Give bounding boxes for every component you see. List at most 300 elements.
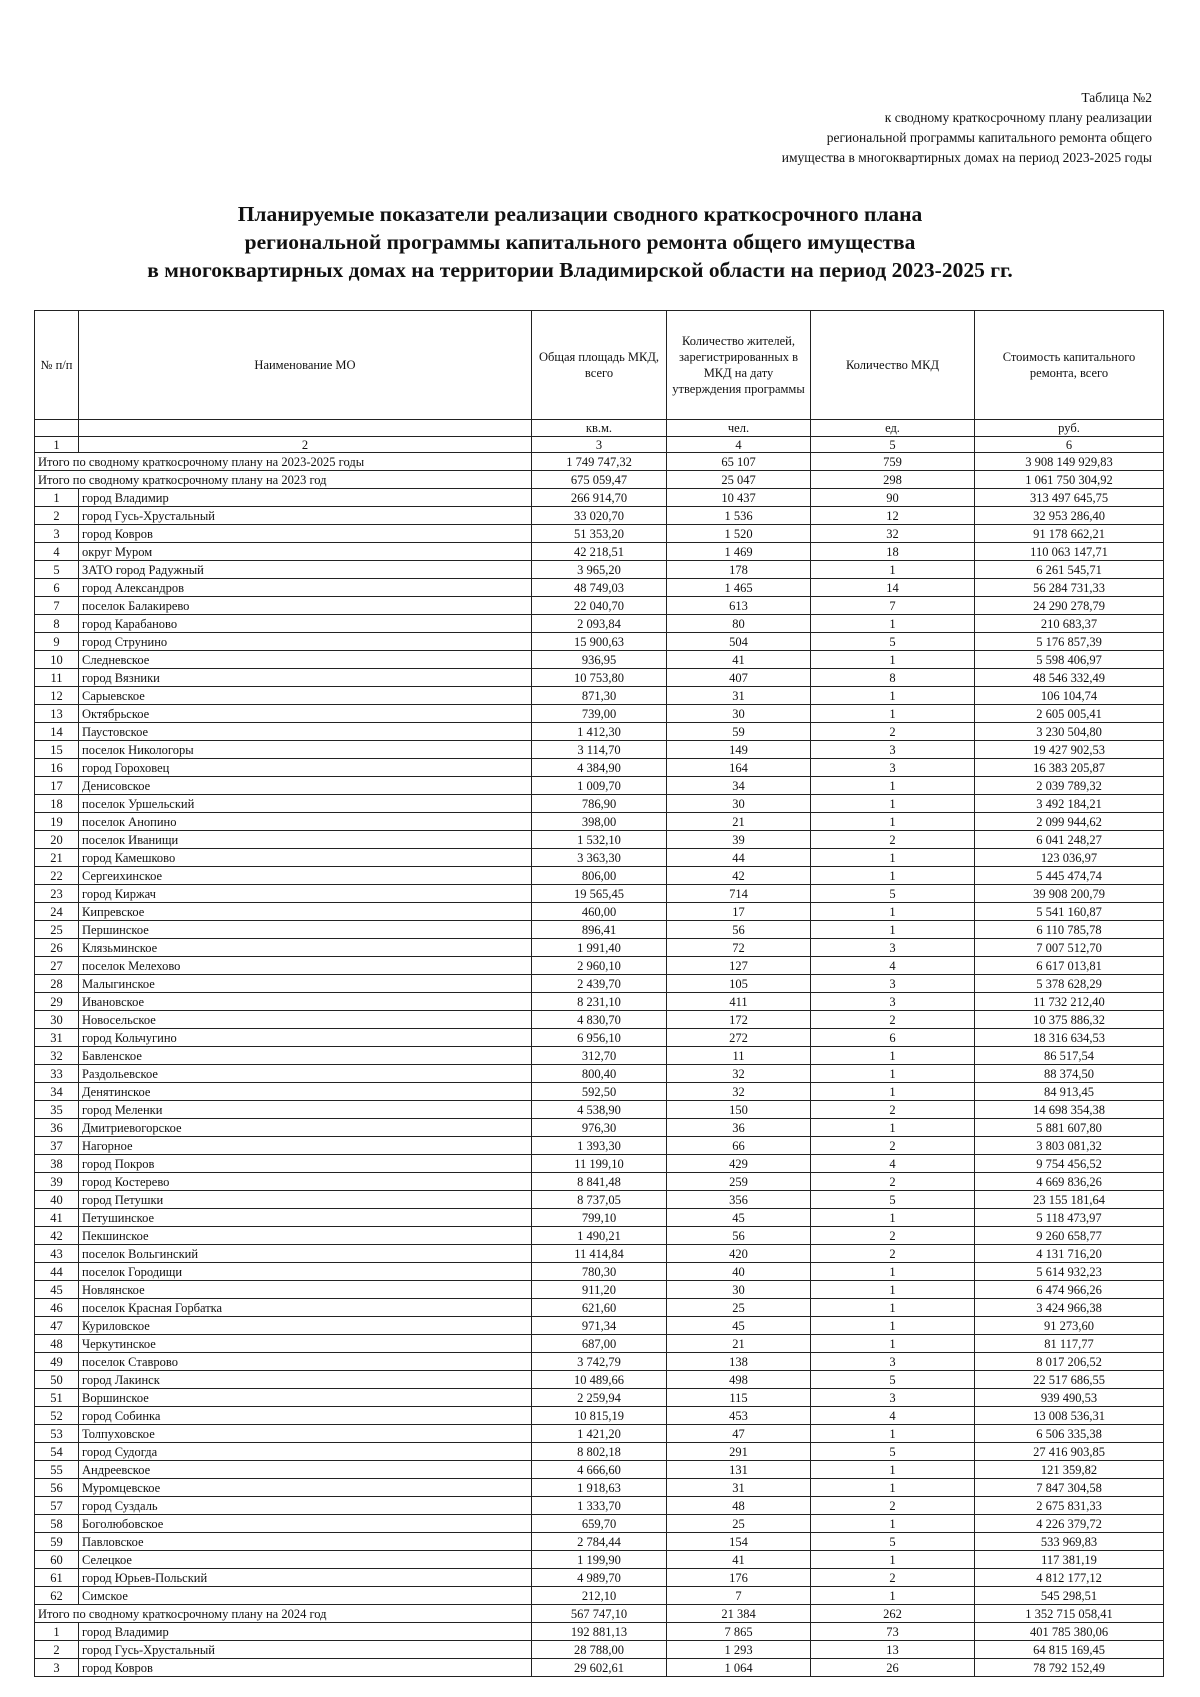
- table-row: [35, 1263, 1164, 1281]
- column-number: 1: [35, 437, 79, 453]
- table-row: [35, 687, 1164, 705]
- municipality-name: город Струнино: [79, 633, 532, 651]
- row-number: 14: [35, 723, 79, 741]
- residents-cell: 45: [667, 1209, 811, 1227]
- municipality-name: Октябрьское: [79, 705, 532, 723]
- residents-cell: 36: [667, 1119, 811, 1137]
- building-count-cell: 5: [811, 885, 975, 903]
- cost-cell: 3 908 149 929,83: [975, 453, 1164, 471]
- table-row: [35, 1659, 1164, 1677]
- residents-cell: 7: [667, 1587, 811, 1605]
- residents-cell: 72: [667, 939, 811, 957]
- building-count-cell: 1: [811, 795, 975, 813]
- municipality-name: поселок Анопино: [79, 813, 532, 831]
- table-row: [35, 1245, 1164, 1263]
- residents-cell: 1 520: [667, 525, 811, 543]
- residents-cell: 21 384: [667, 1605, 811, 1623]
- cost-cell: 2 605 005,41: [975, 705, 1164, 723]
- area-cell: 1 393,30: [532, 1137, 667, 1155]
- municipality-name: Толпуховское: [79, 1425, 532, 1443]
- cost-cell: 533 969,83: [975, 1533, 1164, 1551]
- building-count-cell: 2: [811, 1569, 975, 1587]
- row-number: 1: [35, 489, 79, 507]
- residents-cell: 25: [667, 1515, 811, 1533]
- residents-cell: 150: [667, 1101, 811, 1119]
- row-number: 57: [35, 1497, 79, 1515]
- total-label: Итого по сводному краткосрочному плану на 2023 год: [35, 471, 532, 489]
- municipality-name: город Александров: [79, 579, 532, 597]
- row-number: 31: [35, 1029, 79, 1047]
- residents-cell: 356: [667, 1191, 811, 1209]
- municipality-name: поселок Балакирево: [79, 597, 532, 615]
- municipality-name: город Суздаль: [79, 1497, 532, 1515]
- cost-cell: 5 378 628,29: [975, 975, 1164, 993]
- table-row: [35, 957, 1164, 975]
- area-cell: 266 914,70: [532, 489, 667, 507]
- area-cell: 28 788,00: [532, 1641, 667, 1659]
- residents-cell: 42: [667, 867, 811, 885]
- residents-cell: 21: [667, 813, 811, 831]
- residents-cell: 138: [667, 1353, 811, 1371]
- building-count-cell: 1: [811, 1479, 975, 1497]
- residents-cell: 25 047: [667, 471, 811, 489]
- area-cell: 4 666,60: [532, 1461, 667, 1479]
- municipality-name: поселок Мелехово: [79, 957, 532, 975]
- building-count-cell: 2: [811, 1011, 975, 1029]
- title-line: в многоквартирных домах на территории Владимирской области на период 2023-2025 гг.: [147, 258, 1013, 282]
- municipality-name: Нагорное: [79, 1137, 532, 1155]
- cost-cell: 6 110 785,78: [975, 921, 1164, 939]
- building-count-cell: 3: [811, 1389, 975, 1407]
- residents-cell: 498: [667, 1371, 811, 1389]
- municipality-name: город Киржач: [79, 885, 532, 903]
- residents-cell: 25: [667, 1299, 811, 1317]
- area-cell: 6 956,10: [532, 1029, 667, 1047]
- building-count-cell: 2: [811, 1137, 975, 1155]
- row-number: 37: [35, 1137, 79, 1155]
- area-cell: 936,95: [532, 651, 667, 669]
- page-title: [100, 200, 1060, 284]
- row-number: 39: [35, 1173, 79, 1191]
- municipality-name: поселок Городищи: [79, 1263, 532, 1281]
- table-row: [35, 1551, 1164, 1569]
- area-cell: 1 412,30: [532, 723, 667, 741]
- residents-cell: 504: [667, 633, 811, 651]
- building-count-cell: 1: [811, 615, 975, 633]
- cost-cell: 78 792 152,49: [975, 1659, 1164, 1677]
- building-count-cell: 3: [811, 759, 975, 777]
- residents-cell: 429: [667, 1155, 811, 1173]
- cost-cell: 14 698 354,38: [975, 1101, 1164, 1119]
- table-row: [35, 1209, 1164, 1227]
- row-number: 40: [35, 1191, 79, 1209]
- row-number: 32: [35, 1047, 79, 1065]
- table-row: [35, 849, 1164, 867]
- building-count-cell: 5: [811, 1371, 975, 1389]
- table-row: [35, 1533, 1164, 1551]
- municipality-name: Муромцевское: [79, 1479, 532, 1497]
- building-count-cell: 5: [811, 633, 975, 651]
- table-row: [35, 1173, 1164, 1191]
- row-number: 10: [35, 651, 79, 669]
- residents-cell: 32: [667, 1065, 811, 1083]
- building-count-cell: 1: [811, 1515, 975, 1533]
- area-cell: 4 830,70: [532, 1011, 667, 1029]
- unit-cell: [35, 420, 79, 437]
- residents-cell: 10 437: [667, 489, 811, 507]
- municipality-name: Новлянское: [79, 1281, 532, 1299]
- area-cell: 896,41: [532, 921, 667, 939]
- cost-cell: 6 474 966,26: [975, 1281, 1164, 1299]
- municipality-name: город Юрьев-Польский: [79, 1569, 532, 1587]
- table-row: [35, 1443, 1164, 1461]
- cost-cell: 3 230 504,80: [975, 723, 1164, 741]
- municipality-name: поселок Никологоры: [79, 741, 532, 759]
- area-cell: 3 114,70: [532, 741, 667, 759]
- table-caption: [592, 88, 1152, 168]
- residents-cell: 176: [667, 1569, 811, 1587]
- residents-cell: 1 293: [667, 1641, 811, 1659]
- municipality-name: Сергеихинское: [79, 867, 532, 885]
- table-row: [35, 507, 1164, 525]
- building-count-cell: 1: [811, 1281, 975, 1299]
- residents-cell: 1 064: [667, 1659, 811, 1677]
- residents-cell: 259: [667, 1173, 811, 1191]
- table-row: [35, 1623, 1164, 1641]
- cost-cell: 16 383 205,87: [975, 759, 1164, 777]
- column-number: 3: [532, 437, 667, 453]
- cost-cell: 6 506 335,38: [975, 1425, 1164, 1443]
- building-count-cell: 12: [811, 507, 975, 525]
- row-number: 13: [35, 705, 79, 723]
- municipality-name: Черкутинское: [79, 1335, 532, 1353]
- table-row: [35, 723, 1164, 741]
- residents-cell: 7 865: [667, 1623, 811, 1641]
- row-number: 12: [35, 687, 79, 705]
- area-cell: 621,60: [532, 1299, 667, 1317]
- residents-cell: 56: [667, 921, 811, 939]
- cost-cell: 13 008 536,31: [975, 1407, 1164, 1425]
- column-number: 5: [811, 437, 975, 453]
- municipality-name: город Судогда: [79, 1443, 532, 1461]
- residents-cell: 172: [667, 1011, 811, 1029]
- cost-cell: 1 061 750 304,92: [975, 471, 1164, 489]
- area-cell: 29 602,61: [532, 1659, 667, 1677]
- cost-cell: 9 754 456,52: [975, 1155, 1164, 1173]
- municipality-name: город Ковров: [79, 525, 532, 543]
- cost-cell: 4 131 716,20: [975, 1245, 1164, 1263]
- column-header: Наименование МО: [79, 311, 532, 420]
- table-row: [35, 597, 1164, 615]
- residents-cell: 115: [667, 1389, 811, 1407]
- residents-cell: 420: [667, 1245, 811, 1263]
- row-number: 43: [35, 1245, 79, 1263]
- row-number: 19: [35, 813, 79, 831]
- residents-cell: 1 469: [667, 543, 811, 561]
- table-row: [35, 1011, 1164, 1029]
- residents-cell: 32: [667, 1083, 811, 1101]
- area-cell: 4 989,70: [532, 1569, 667, 1587]
- municipality-name: Малыгинское: [79, 975, 532, 993]
- row-number: 56: [35, 1479, 79, 1497]
- area-cell: 8 802,18: [532, 1443, 667, 1461]
- building-count-cell: 8: [811, 669, 975, 687]
- area-cell: 10 489,66: [532, 1371, 667, 1389]
- area-cell: 786,90: [532, 795, 667, 813]
- residents-cell: 80: [667, 615, 811, 633]
- unit-cell: руб.: [975, 420, 1164, 437]
- area-cell: 1 749 747,32: [532, 453, 667, 471]
- building-count-cell: 6: [811, 1029, 975, 1047]
- cost-cell: 48 546 332,49: [975, 669, 1164, 687]
- building-count-cell: 1: [811, 651, 975, 669]
- cost-cell: 56 284 731,33: [975, 579, 1164, 597]
- building-count-cell: 2: [811, 831, 975, 849]
- table-row: [35, 1335, 1164, 1353]
- area-cell: 4 538,90: [532, 1101, 667, 1119]
- cost-cell: 88 374,50: [975, 1065, 1164, 1083]
- row-number: 17: [35, 777, 79, 795]
- residents-cell: 154: [667, 1533, 811, 1551]
- municipality-name: ЗАТО город Радужный: [79, 561, 532, 579]
- municipality-name: поселок Иванищи: [79, 831, 532, 849]
- row-number: 30: [35, 1011, 79, 1029]
- municipality-name: город Камешково: [79, 849, 532, 867]
- municipality-name: город Покров: [79, 1155, 532, 1173]
- table-row: [35, 777, 1164, 795]
- municipality-name: Денисовское: [79, 777, 532, 795]
- cost-cell: 123 036,97: [975, 849, 1164, 867]
- row-number: 3: [35, 1659, 79, 1677]
- row-number: 54: [35, 1443, 79, 1461]
- cost-cell: 939 490,53: [975, 1389, 1164, 1407]
- row-number: 25: [35, 921, 79, 939]
- municipality-name: город Костерево: [79, 1173, 532, 1191]
- column-number: 4: [667, 437, 811, 453]
- area-cell: 11 414,84: [532, 1245, 667, 1263]
- building-count-cell: 298: [811, 471, 975, 489]
- table-row: [35, 975, 1164, 993]
- municipality-name: Першинское: [79, 921, 532, 939]
- cost-cell: 106 104,74: [975, 687, 1164, 705]
- area-cell: 806,00: [532, 867, 667, 885]
- title-line: региональной программы капитального ремонта общего имущества: [244, 230, 916, 254]
- municipality-name: поселок Красная Горбатка: [79, 1299, 532, 1317]
- row-number: 2: [35, 507, 79, 525]
- table-row: [35, 1497, 1164, 1515]
- table-row: [35, 741, 1164, 759]
- row-number: 22: [35, 867, 79, 885]
- cost-cell: 11 732 212,40: [975, 993, 1164, 1011]
- cost-cell: 81 117,77: [975, 1335, 1164, 1353]
- column-header: Количество МКД: [811, 311, 975, 420]
- building-count-cell: 1: [811, 1047, 975, 1065]
- table-row: [35, 1461, 1164, 1479]
- row-number: 28: [35, 975, 79, 993]
- residents-cell: 105: [667, 975, 811, 993]
- units-row: [35, 420, 1164, 437]
- residents-cell: 30: [667, 795, 811, 813]
- row-number: 3: [35, 525, 79, 543]
- row-number: 55: [35, 1461, 79, 1479]
- table-row: [35, 579, 1164, 597]
- area-cell: 11 199,10: [532, 1155, 667, 1173]
- table-row: [35, 1425, 1164, 1443]
- municipality-name: Сарыевское: [79, 687, 532, 705]
- building-count-cell: 1: [811, 1317, 975, 1335]
- row-number: 41: [35, 1209, 79, 1227]
- building-count-cell: 26: [811, 1659, 975, 1677]
- caption-line: Таблица №2: [1081, 90, 1152, 105]
- municipality-name: город Гусь-Хрустальный: [79, 507, 532, 525]
- area-cell: 51 353,20: [532, 525, 667, 543]
- column-header: Количество жителей, зарегистрированных в МКД на дату утверждения программы: [667, 311, 811, 420]
- cost-cell: 86 517,54: [975, 1047, 1164, 1065]
- cost-cell: 5 541 160,87: [975, 903, 1164, 921]
- area-cell: 871,30: [532, 687, 667, 705]
- cost-cell: 27 416 903,85: [975, 1443, 1164, 1461]
- residents-cell: 41: [667, 1551, 811, 1569]
- cost-cell: 3 424 966,38: [975, 1299, 1164, 1317]
- residents-cell: 48: [667, 1497, 811, 1515]
- table-row: [35, 633, 1164, 651]
- building-count-cell: 2: [811, 1227, 975, 1245]
- row-number: 1: [35, 1623, 79, 1641]
- residents-cell: 40: [667, 1263, 811, 1281]
- municipality-name: Куриловское: [79, 1317, 532, 1335]
- area-cell: 8 231,10: [532, 993, 667, 1011]
- building-count-cell: 5: [811, 1443, 975, 1461]
- row-number: 26: [35, 939, 79, 957]
- building-count-cell: 262: [811, 1605, 975, 1623]
- municipality-name: Боголюбовское: [79, 1515, 532, 1533]
- cost-cell: 5 598 406,97: [975, 651, 1164, 669]
- residents-cell: 453: [667, 1407, 811, 1425]
- table-row: [35, 1407, 1164, 1425]
- residents-cell: 30: [667, 1281, 811, 1299]
- residents-cell: 66: [667, 1137, 811, 1155]
- cost-cell: 4 226 379,72: [975, 1515, 1164, 1533]
- residents-cell: 59: [667, 723, 811, 741]
- area-cell: 1 009,70: [532, 777, 667, 795]
- building-count-cell: 759: [811, 453, 975, 471]
- area-cell: 1 333,70: [532, 1497, 667, 1515]
- municipality-name: город Собинка: [79, 1407, 532, 1425]
- row-number: 44: [35, 1263, 79, 1281]
- table-row: [35, 831, 1164, 849]
- building-count-cell: 1: [811, 1299, 975, 1317]
- residents-cell: 291: [667, 1443, 811, 1461]
- cost-cell: 91 273,60: [975, 1317, 1164, 1335]
- column-number: 6: [975, 437, 1164, 453]
- municipality-name: Кипревское: [79, 903, 532, 921]
- row-number: 35: [35, 1101, 79, 1119]
- municipality-name: город Владимир: [79, 1623, 532, 1641]
- building-count-cell: 1: [811, 687, 975, 705]
- total-label: Итого по сводному краткосрочному плану на 2024 год: [35, 1605, 532, 1623]
- building-count-cell: 2: [811, 1173, 975, 1191]
- table-row: [35, 1083, 1164, 1101]
- residents-cell: 149: [667, 741, 811, 759]
- area-cell: 460,00: [532, 903, 667, 921]
- column-header: № п/п: [35, 311, 79, 420]
- table-row: [35, 867, 1164, 885]
- table-row: [35, 1299, 1164, 1317]
- cost-cell: 7 847 304,58: [975, 1479, 1164, 1497]
- area-cell: 48 749,03: [532, 579, 667, 597]
- area-cell: 911,20: [532, 1281, 667, 1299]
- building-count-cell: 2: [811, 1497, 975, 1515]
- municipality-name: Клязьминское: [79, 939, 532, 957]
- table-row: [35, 669, 1164, 687]
- row-number: 62: [35, 1587, 79, 1605]
- cost-cell: 5 445 474,74: [975, 867, 1164, 885]
- row-number: 18: [35, 795, 79, 813]
- cost-cell: 22 517 686,55: [975, 1371, 1164, 1389]
- municipality-name: поселок Ставрово: [79, 1353, 532, 1371]
- row-number: 46: [35, 1299, 79, 1317]
- area-cell: 567 747,10: [532, 1605, 667, 1623]
- cost-cell: 313 497 645,75: [975, 489, 1164, 507]
- building-count-cell: 1: [811, 1119, 975, 1137]
- table-row: [35, 1191, 1164, 1209]
- municipality-name: Павловское: [79, 1533, 532, 1551]
- building-count-cell: 2: [811, 723, 975, 741]
- residents-cell: 31: [667, 687, 811, 705]
- row-number: 42: [35, 1227, 79, 1245]
- municipality-name: город Ковров: [79, 1659, 532, 1677]
- table-row: [35, 1569, 1164, 1587]
- area-cell: 10 753,80: [532, 669, 667, 687]
- cost-cell: 5 881 607,80: [975, 1119, 1164, 1137]
- municipality-name: округ Муром: [79, 543, 532, 561]
- row-number: 15: [35, 741, 79, 759]
- building-count-cell: 1: [811, 1083, 975, 1101]
- cost-cell: 2 039 789,32: [975, 777, 1164, 795]
- area-cell: 15 900,63: [532, 633, 667, 651]
- cost-cell: 6 261 545,71: [975, 561, 1164, 579]
- table-row: [35, 561, 1164, 579]
- row-number: 61: [35, 1569, 79, 1587]
- building-count-cell: 2: [811, 1101, 975, 1119]
- cost-cell: 2 675 831,33: [975, 1497, 1164, 1515]
- table-row: [35, 1587, 1164, 1605]
- municipality-name: город Петушки: [79, 1191, 532, 1209]
- area-cell: 4 384,90: [532, 759, 667, 777]
- area-cell: 1 490,21: [532, 1227, 667, 1245]
- table-row: [35, 1137, 1164, 1155]
- cost-cell: 9 260 658,77: [975, 1227, 1164, 1245]
- area-cell: 2 259,94: [532, 1389, 667, 1407]
- cost-cell: 4 669 836,26: [975, 1173, 1164, 1191]
- row-number: 21: [35, 849, 79, 867]
- row-number: 50: [35, 1371, 79, 1389]
- area-cell: 1 991,40: [532, 939, 667, 957]
- row-number: 58: [35, 1515, 79, 1533]
- table-row: [35, 1119, 1164, 1137]
- municipality-name: город Кольчугино: [79, 1029, 532, 1047]
- total-row: [35, 453, 1164, 471]
- cost-cell: 18 316 634,53: [975, 1029, 1164, 1047]
- table-row: [35, 1227, 1164, 1245]
- area-cell: 192 881,13: [532, 1623, 667, 1641]
- title-line: Планируемые показатели реализации сводного краткосрочного плана: [237, 202, 923, 226]
- table-row: [35, 525, 1164, 543]
- cost-cell: 10 375 886,32: [975, 1011, 1164, 1029]
- building-count-cell: 1: [811, 849, 975, 867]
- area-cell: 8 737,05: [532, 1191, 667, 1209]
- table-row: [35, 885, 1164, 903]
